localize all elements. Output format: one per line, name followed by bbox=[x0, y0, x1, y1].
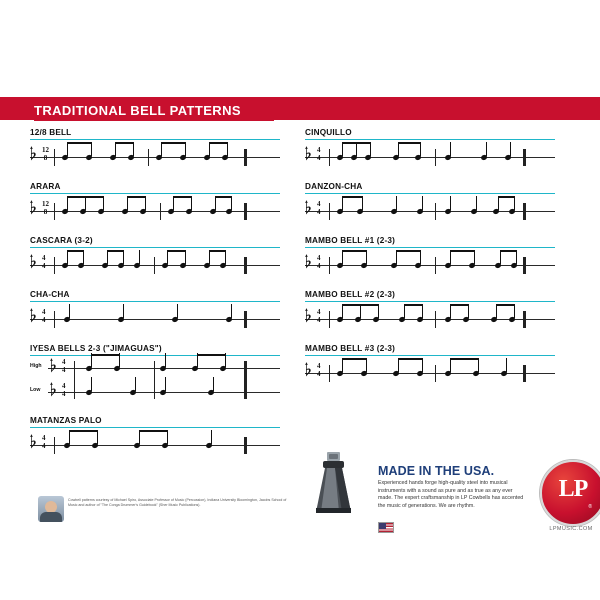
beam bbox=[67, 196, 103, 198]
barline bbox=[54, 149, 55, 166]
staff bbox=[30, 432, 280, 458]
barline bbox=[74, 361, 75, 399]
final-barline bbox=[523, 149, 526, 166]
left-column bbox=[30, 128, 280, 470]
staff bbox=[30, 306, 280, 332]
beam bbox=[342, 250, 366, 252]
final-barline bbox=[244, 257, 247, 274]
pattern-arara bbox=[30, 182, 280, 224]
pattern-iyesa-bells bbox=[30, 344, 280, 404]
promo-section bbox=[30, 460, 593, 532]
usa-flag-icon bbox=[378, 522, 394, 533]
barline bbox=[329, 257, 330, 274]
percussion-clef-icon: 𝄬 bbox=[305, 307, 312, 326]
beam bbox=[450, 250, 474, 252]
pattern-label: MAMBO BELL #2 (2-3) bbox=[305, 290, 396, 299]
percussion-clef-icon: 𝄬 bbox=[30, 199, 37, 218]
pattern-label: IYESA BELLS 2-3 ("JIMAGUAS") bbox=[30, 344, 162, 353]
pattern-mambo-bell-1 bbox=[305, 236, 555, 278]
beam bbox=[107, 250, 123, 252]
final-barline bbox=[244, 149, 247, 166]
time-signature: 4 4 bbox=[317, 362, 321, 378]
staff bbox=[305, 360, 555, 386]
barline bbox=[329, 149, 330, 166]
pattern-label: ARARA bbox=[30, 182, 61, 191]
percussion-clef-icon: 𝄬 bbox=[305, 145, 312, 164]
pattern-label: MAMBO BELL #1 (2-3) bbox=[305, 236, 396, 245]
divider bbox=[30, 427, 280, 428]
percussion-clef-icon: 𝄬 bbox=[50, 381, 57, 400]
staff bbox=[30, 198, 280, 224]
page-title: TRADITIONAL BELL PATTERNS bbox=[34, 103, 241, 118]
divider bbox=[30, 193, 280, 194]
pattern-matanzas-palo bbox=[30, 416, 280, 458]
divider bbox=[305, 355, 555, 356]
beam bbox=[500, 250, 516, 252]
percussion-clef-icon: 𝄬 bbox=[305, 361, 312, 380]
barline bbox=[435, 149, 436, 166]
time-signature: 12 8 bbox=[42, 146, 49, 162]
beam bbox=[115, 142, 133, 144]
time-signature: 4 4 bbox=[317, 254, 321, 270]
beam bbox=[404, 304, 422, 306]
pattern-cha-cha bbox=[30, 290, 280, 332]
barline bbox=[435, 257, 436, 274]
beam bbox=[496, 304, 514, 306]
staff bbox=[305, 306, 555, 332]
divider bbox=[305, 193, 555, 194]
percussion-clef-icon: 𝄬 bbox=[305, 253, 312, 272]
time-signature: 4 4 bbox=[317, 146, 321, 162]
beam bbox=[398, 142, 420, 144]
cowbell-product-image bbox=[305, 450, 361, 520]
beam bbox=[67, 250, 83, 252]
divider bbox=[30, 301, 280, 302]
final-barline bbox=[523, 365, 526, 382]
pattern-label: CASCARA (3-2) bbox=[30, 236, 93, 245]
beam bbox=[161, 142, 185, 144]
beam bbox=[197, 354, 225, 356]
beam bbox=[450, 304, 468, 306]
percussion-clef-icon: 𝄬 bbox=[30, 145, 37, 164]
divider bbox=[30, 247, 280, 248]
beam bbox=[91, 354, 119, 356]
barline bbox=[54, 311, 55, 328]
time-signature: 4 4 bbox=[317, 308, 321, 324]
time-signature: 4 4 bbox=[42, 308, 46, 324]
beam bbox=[209, 142, 227, 144]
final-barline bbox=[244, 311, 247, 328]
beam bbox=[342, 142, 370, 144]
staff-system bbox=[30, 357, 280, 404]
divider bbox=[305, 301, 555, 302]
staff bbox=[30, 252, 280, 278]
pattern-cinquillo bbox=[305, 128, 555, 170]
pattern-danzon-cha bbox=[305, 182, 555, 224]
barline bbox=[154, 257, 155, 274]
beam bbox=[173, 196, 191, 198]
time-signature: 12 8 bbox=[42, 200, 49, 216]
final-barline bbox=[523, 203, 526, 220]
time-signature: 4 4 bbox=[317, 200, 321, 216]
barline bbox=[435, 365, 436, 382]
credit-text: Cowbell patterns courtesy of Michael Spiro, Associate Professor of Music (Percussion), Indiana University Bloomington, Jacobs School of Music and author of "The Conga Drummer's Guidebook" (Sher Music Publications). bbox=[68, 498, 287, 508]
time-signature: 4 4 bbox=[42, 254, 46, 270]
voice-label-low: Low bbox=[30, 387, 41, 393]
beam bbox=[215, 196, 231, 198]
barline bbox=[148, 149, 149, 166]
beam bbox=[69, 430, 97, 432]
barline bbox=[329, 311, 330, 328]
staff bbox=[30, 144, 280, 170]
beam bbox=[450, 358, 478, 360]
percussion-clef-icon: 𝄬 bbox=[305, 199, 312, 218]
voice-label-high: High bbox=[30, 363, 42, 369]
pattern-label: MAMBO BELL #3 (2-3) bbox=[305, 344, 396, 353]
barline bbox=[154, 361, 155, 399]
beam bbox=[127, 196, 145, 198]
barline bbox=[435, 311, 436, 328]
pattern-label: 12/8 BELL bbox=[30, 128, 72, 137]
title-underline bbox=[34, 119, 274, 121]
pattern-label: MATANZAS PALO bbox=[30, 416, 102, 425]
time-signature: 4 4 bbox=[62, 358, 66, 374]
beam bbox=[342, 304, 378, 306]
title-bar bbox=[0, 100, 600, 120]
final-barline bbox=[244, 203, 247, 220]
pattern-label: DANZON-CHA bbox=[305, 182, 363, 191]
beam bbox=[342, 196, 362, 198]
percussion-clef-icon: 𝄬 bbox=[30, 253, 37, 272]
beam bbox=[398, 358, 422, 360]
lp-logo bbox=[540, 460, 600, 526]
brand-url: LPMUSIC.COM bbox=[549, 526, 593, 532]
pattern-12-8-bell bbox=[30, 128, 280, 170]
time-signature: 4 4 bbox=[62, 382, 66, 398]
barline bbox=[329, 365, 330, 382]
barline bbox=[54, 437, 55, 454]
divider bbox=[305, 139, 555, 140]
pattern-label: CHA-CHA bbox=[30, 290, 70, 299]
poster bbox=[0, 97, 600, 532]
beam bbox=[209, 250, 225, 252]
pattern-cascara-3-2 bbox=[30, 236, 280, 278]
final-barline bbox=[523, 311, 526, 328]
beam bbox=[498, 196, 514, 198]
registered-mark: ® bbox=[588, 504, 592, 510]
beam bbox=[167, 250, 185, 252]
promo-body: Experienced hands forge high-quality steel into musical instruments with a sound as pure and as true as any ever made. The expert craftsmanship in LP Cowbells has accented the music of generations. We are rhythm. bbox=[378, 480, 524, 509]
final-barline bbox=[244, 361, 247, 399]
time-signature: 4 4 bbox=[42, 434, 46, 450]
right-column bbox=[305, 128, 555, 398]
barline bbox=[435, 203, 436, 220]
barline bbox=[329, 203, 330, 220]
beam bbox=[67, 142, 91, 144]
final-barline bbox=[244, 437, 247, 454]
percussion-clef-icon: 𝄬 bbox=[50, 357, 57, 376]
percussion-clef-icon: 𝄬 bbox=[30, 433, 37, 452]
final-barline bbox=[523, 257, 526, 274]
divider bbox=[30, 355, 280, 356]
staff bbox=[305, 252, 555, 278]
staff bbox=[305, 144, 555, 170]
barline bbox=[54, 203, 55, 220]
percussion-clef-icon: 𝄬 bbox=[30, 307, 37, 326]
barline bbox=[54, 257, 55, 274]
staff bbox=[305, 198, 555, 224]
pattern-mambo-bell-2 bbox=[305, 290, 555, 332]
beam bbox=[139, 430, 167, 432]
divider bbox=[30, 139, 280, 140]
lp-logo-text: LP bbox=[558, 476, 588, 502]
pattern-label: CINQUILLO bbox=[305, 128, 352, 137]
barline bbox=[160, 203, 161, 220]
promo-headline: MADE IN THE USA. bbox=[378, 464, 495, 478]
divider bbox=[305, 247, 555, 248]
author-avatar bbox=[38, 496, 64, 522]
pattern-mambo-bell-3 bbox=[305, 344, 555, 386]
beam bbox=[342, 358, 366, 360]
beam bbox=[396, 250, 420, 252]
